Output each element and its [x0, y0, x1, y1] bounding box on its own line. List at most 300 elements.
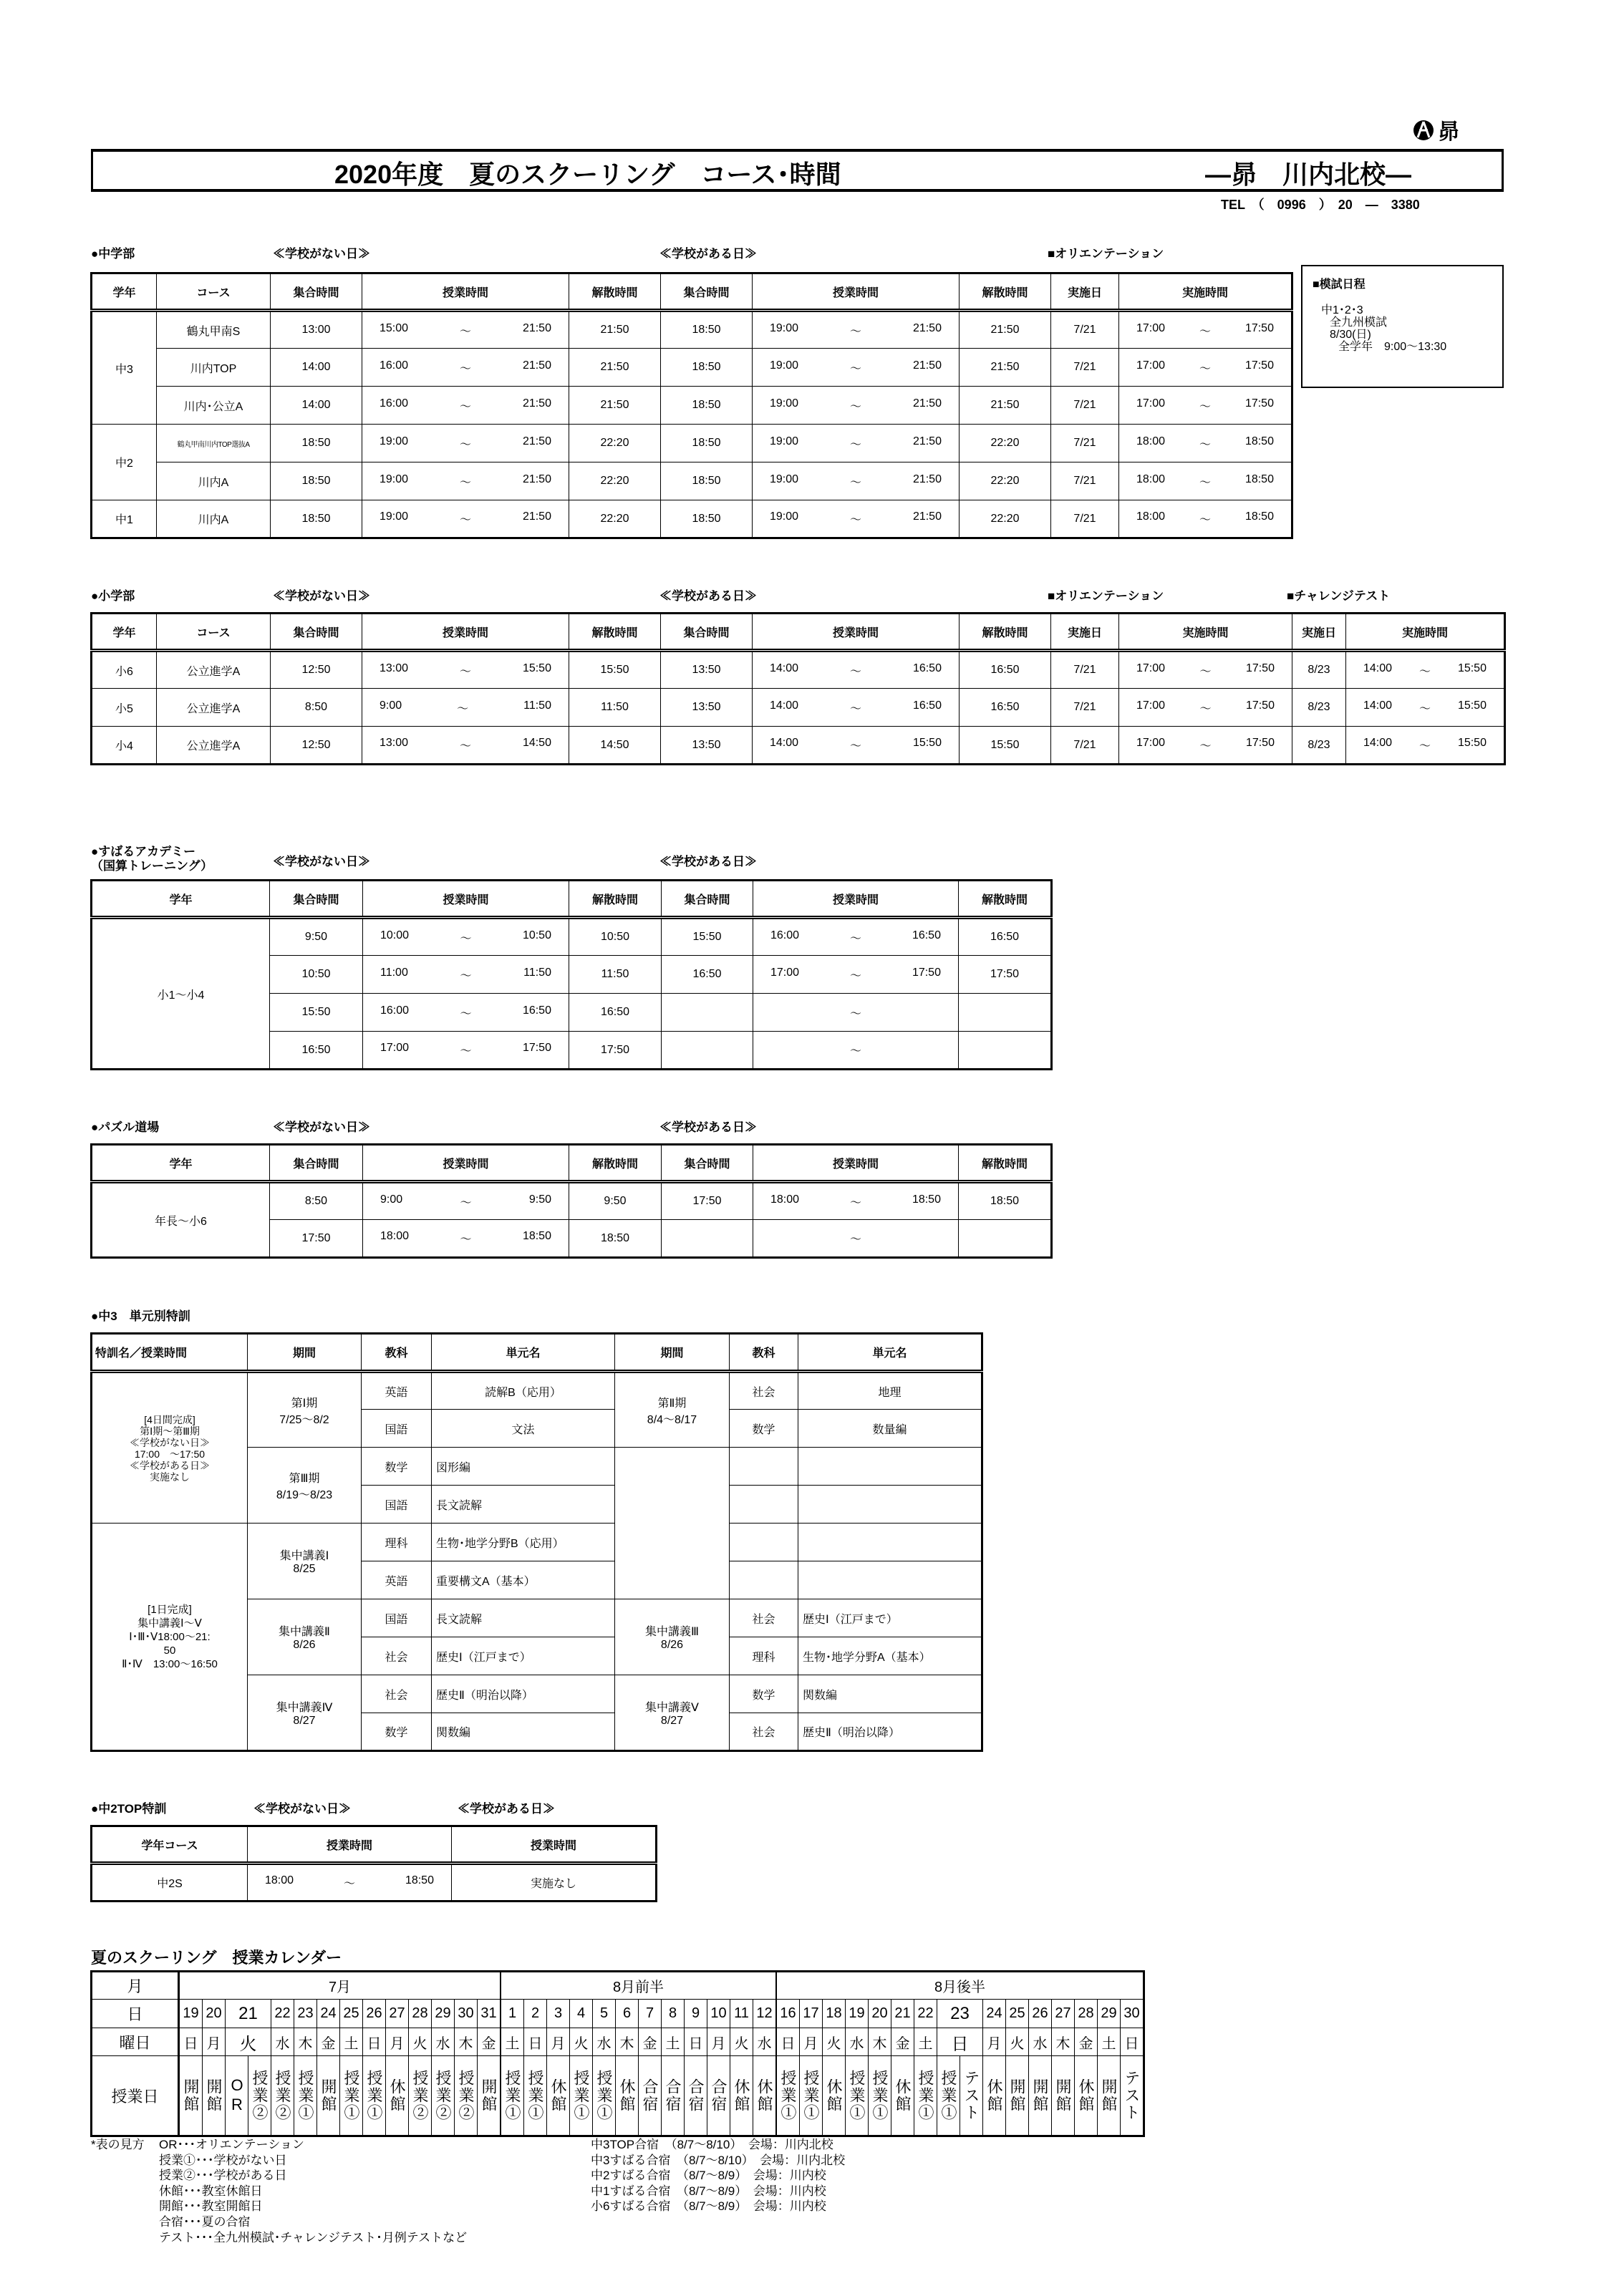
- mock-line: 全学年 9:00～13:30: [1338, 341, 1447, 353]
- class-calendar: [90, 1970, 1145, 2137]
- value-cell: 18:50: [661, 387, 753, 425]
- text: 集中講義Ⅱ: [279, 1626, 330, 1638]
- end-time: 18:50: [405, 1874, 434, 1886]
- weekday-cell: 水: [846, 2028, 869, 2056]
- tilde: ～: [457, 702, 469, 715]
- value-cell: 18:50: [569, 1220, 662, 1258]
- day-cell: 11: [730, 2000, 753, 2028]
- header-cell: 授業時間: [452, 1826, 657, 1864]
- header-cell: 授業時間: [753, 881, 959, 918]
- legend-label: *表の見方: [91, 2138, 145, 2151]
- end-time: 11:50: [523, 699, 551, 712]
- header-cell: 教科: [362, 1334, 432, 1372]
- time-cell: [753, 651, 960, 689]
- start-time: 18:00: [1136, 510, 1166, 523]
- weekday-cell: 月: [386, 2028, 409, 2056]
- end-time: 18:50: [912, 1193, 941, 1206]
- day-cell: 28: [409, 2000, 432, 2028]
- class-day-cell: OR: [226, 2056, 248, 2136]
- day-row: [92, 2000, 1144, 2028]
- puzzle-school-label: ≪学校がある日≫: [659, 1120, 757, 1134]
- period-cell: [615, 1675, 730, 1751]
- tilde: ～: [459, 665, 471, 678]
- end-time: 17:50: [522, 1042, 551, 1054]
- header-cell: 授業時間: [248, 1826, 452, 1864]
- subject-cell: 数学: [362, 1713, 432, 1751]
- elementary-orientation-label: ■オリエンテーション: [1048, 589, 1164, 603]
- period-cell: [248, 1524, 362, 1599]
- class-day-cell: 授業①: [869, 2056, 891, 2136]
- end-time: 21:50: [912, 473, 942, 485]
- start-time: 17:00: [380, 1042, 410, 1054]
- value-cell: 15:50: [569, 651, 661, 689]
- time-cell: [1119, 651, 1292, 689]
- top2-no-school-label: ≪学校がない日≫: [253, 1802, 351, 1816]
- day-cell: 24: [983, 2000, 1006, 2028]
- subject-cell: 国語: [362, 1599, 432, 1637]
- tilde: ～: [460, 1045, 472, 1057]
- start-time: 9:00: [380, 699, 402, 712]
- class-day-cell: 休館: [823, 2056, 846, 2136]
- value-cell: 8:50: [271, 689, 362, 727]
- day-cell: 10: [707, 2000, 730, 2028]
- day-cell: 24: [317, 2000, 340, 2028]
- time-cell: [1119, 311, 1292, 349]
- start-time: 19:00: [770, 321, 799, 334]
- elementary-school-label: ≪学校がある日≫: [659, 589, 757, 603]
- weekday-cell: 金: [317, 2028, 340, 2056]
- junior-label: ●中学部: [91, 247, 135, 261]
- value-cell: 8/23: [1292, 689, 1346, 727]
- course-cell: 公立進学A: [157, 689, 271, 727]
- time-cell: [1346, 689, 1505, 727]
- end-time: 21:50: [522, 473, 551, 485]
- start-time: 9:00: [380, 1193, 403, 1206]
- group-1day: [92, 1524, 248, 1751]
- text: 実施なし: [150, 1471, 190, 1483]
- text: 集中講義Ⅰ: [279, 1550, 329, 1562]
- start-time: 19:00: [380, 473, 409, 485]
- day-cell: 5: [593, 2000, 616, 2028]
- tilde: ～: [849, 438, 861, 451]
- time-cell: [753, 956, 959, 994]
- mock-line: 全九州模試: [1330, 316, 1388, 329]
- text: ≪学校がない日≫: [130, 1436, 210, 1448]
- class-day-cell: 授業①: [363, 2056, 386, 2136]
- unit-cell: 生物･地学分野B（応用）: [432, 1524, 615, 1561]
- weekday-cell: 月: [983, 2028, 1006, 2056]
- value-cell: 7/21: [1051, 387, 1119, 425]
- day-cell: 25: [1006, 2000, 1029, 2028]
- header-cell: 実施時間: [1119, 273, 1292, 311]
- end-time: 21:50: [912, 397, 942, 410]
- header-row: [92, 614, 1505, 651]
- weekday-cell: 日: [524, 2028, 547, 2056]
- weekday-cell: 火: [730, 2028, 753, 2056]
- weekday-cell: 金: [1075, 2028, 1098, 2056]
- time-cell: [1119, 425, 1292, 462]
- legend-item: OR･･･オリエンテーション: [159, 2138, 304, 2151]
- tilde: ～: [460, 1234, 472, 1246]
- weekday-cell: 日: [937, 2028, 983, 2056]
- time-cell: [1119, 387, 1292, 425]
- unit-cell: 読解B（応用）: [432, 1372, 615, 1410]
- time-cell: [753, 425, 960, 462]
- weekday-cell: 日: [179, 2028, 203, 2056]
- value-cell: [959, 1032, 1052, 1070]
- legend-item: 休館･･･教室休館日: [159, 2184, 263, 2198]
- time-cell: [1119, 727, 1292, 765]
- value-cell: 17:50: [569, 1032, 662, 1070]
- end-time: 17:50: [1244, 321, 1274, 334]
- top2-school-label: ≪学校がある日≫: [458, 1802, 555, 1816]
- value-cell: [662, 1032, 753, 1070]
- time-cell: [753, 387, 960, 425]
- day-cell: 25: [340, 2000, 363, 2028]
- header-cell: 期間: [615, 1334, 730, 1372]
- value-cell: 22:20: [960, 425, 1051, 462]
- tilde: ～: [849, 702, 861, 715]
- start-time: 19:00: [380, 510, 409, 523]
- tilde: ～: [849, 362, 861, 375]
- header-cell: 実施日: [1292, 614, 1346, 651]
- day-cell: 22: [914, 2000, 937, 2028]
- value-cell: 12:50: [271, 727, 362, 765]
- start-time: 18:00: [1136, 473, 1166, 485]
- tilde: ～: [849, 740, 861, 752]
- class-day-cell: 授業②: [409, 2056, 432, 2136]
- empty-cell: [730, 1524, 798, 1561]
- value-cell: 18:50: [661, 425, 753, 462]
- text: [4日間完成]: [144, 1413, 195, 1425]
- group-4day: [92, 1372, 248, 1524]
- weekday-cell: 日: [363, 2028, 386, 2056]
- legend-item: 中3TOP合宿 （8/7～8/10） 会場：川内北校: [591, 2138, 833, 2151]
- end-time: 21:50: [912, 510, 942, 523]
- day-cell: 8: [662, 2000, 685, 2028]
- table-row: [92, 651, 1505, 689]
- empty-cell: [798, 1561, 982, 1599]
- weekday-cell: 火: [823, 2028, 846, 2056]
- header-cell: 単元名: [432, 1334, 615, 1372]
- time-cell: [362, 425, 569, 462]
- subject-cell: 理科: [730, 1637, 798, 1675]
- class-day-cell: 授業①: [501, 2056, 524, 2136]
- end-time: 16:50: [522, 1004, 551, 1017]
- class-day-cell: 開館: [1098, 2056, 1121, 2136]
- tilde: ～: [459, 514, 471, 526]
- header-cell: 学年: [92, 881, 270, 918]
- tilde: ～: [459, 362, 471, 375]
- tilde: ～: [460, 932, 472, 945]
- subject-cell: 英語: [362, 1561, 432, 1599]
- value-cell: 16:50: [960, 651, 1051, 689]
- time-cell: [753, 1182, 959, 1220]
- day-cell: 1: [501, 2000, 524, 2028]
- tilde: ～: [849, 1234, 861, 1246]
- text: 第Ⅰ期～第Ⅲ期: [140, 1425, 200, 1437]
- day-cell: 27: [386, 2000, 409, 2028]
- unit-cell: 数量編: [798, 1410, 982, 1448]
- text: 第Ⅰ期: [291, 1397, 318, 1410]
- puzzle-label: ●パズル道場: [91, 1120, 160, 1134]
- value-cell: 11:50: [569, 956, 662, 994]
- end-time: 11:50: [523, 966, 551, 979]
- start-time: 19:00: [380, 435, 409, 447]
- value-cell: [662, 994, 753, 1032]
- legend-item: 開館･･･教室開館日: [159, 2199, 263, 2214]
- start-time: 15:00: [380, 321, 409, 334]
- weekday-cell: 日: [685, 2028, 707, 2056]
- value-cell: 22:20: [569, 462, 661, 500]
- class-day-cell: 休館: [753, 2056, 777, 2136]
- subject-cell: 数学: [362, 1448, 432, 1486]
- subject-cell: 数学: [730, 1410, 798, 1448]
- day-cell: 28: [1075, 2000, 1098, 2028]
- time-cell: [753, 500, 960, 538]
- header-cell: 実施日: [1051, 614, 1119, 651]
- text: 8/4～8/17: [647, 1413, 697, 1426]
- row-label: 月: [92, 1972, 179, 2000]
- header-cell: 集合時間: [270, 1145, 363, 1182]
- tilde: ～: [1199, 438, 1211, 451]
- day-cell: 30: [1121, 2000, 1144, 2028]
- start-time: 18:00: [770, 1193, 800, 1206]
- text: 7/25～8/2: [279, 1413, 329, 1426]
- value-cell: 21:50: [569, 349, 661, 387]
- day-cell: 12: [753, 2000, 777, 2028]
- subject-cell: 社会: [730, 1713, 798, 1751]
- tilde: ～: [849, 514, 861, 526]
- start-time: 19:00: [770, 359, 799, 372]
- grade-cell: 中3: [92, 311, 157, 425]
- text: 8/26: [293, 1639, 316, 1651]
- value-cell: 14:00: [271, 387, 362, 425]
- weekday-cell: 土: [340, 2028, 363, 2056]
- value-cell: 7/21: [1051, 462, 1119, 500]
- elementary-challenge-label: ■チャレンジテスト: [1287, 589, 1391, 603]
- day-cell: 26: [363, 2000, 386, 2028]
- weekday-cell: 木: [616, 2028, 639, 2056]
- end-time: 15:50: [1457, 737, 1487, 749]
- time-cell: [363, 1032, 569, 1070]
- day-cell: 29: [1098, 2000, 1121, 2028]
- weekday-cell: 日: [776, 2028, 800, 2056]
- weekday-cell: 木: [455, 2028, 478, 2056]
- header-cell: 解散時間: [960, 614, 1051, 651]
- time-cell: [753, 1032, 959, 1070]
- class-day-cell: 休館: [616, 2056, 639, 2136]
- table-row: [92, 918, 1052, 956]
- end-time: 15:50: [1457, 662, 1487, 674]
- text: [1日完成]: [148, 1603, 192, 1616]
- day-cell: 4: [570, 2000, 593, 2028]
- end-time: 14:50: [522, 737, 551, 749]
- tilde: ～: [1418, 702, 1431, 715]
- day-cell: 6: [616, 2000, 639, 2028]
- header-cell: 集合時間: [662, 1145, 753, 1182]
- header-cell: 集合時間: [271, 273, 362, 311]
- class-day-cell: 授業①: [593, 2056, 616, 2136]
- weekday-cell: 土: [914, 2028, 937, 2056]
- tilde: ～: [849, 1196, 861, 1209]
- day-cell: 22: [271, 2000, 294, 2028]
- start-time: 18:00: [380, 1230, 410, 1242]
- table-row: [92, 689, 1505, 727]
- junior-schedule-table: [90, 272, 1293, 539]
- start-time: 17:00: [1136, 737, 1166, 749]
- time-cell: [1346, 727, 1505, 765]
- class-day-cell: テスト: [960, 2056, 983, 2136]
- tilde: ～: [460, 1007, 472, 1020]
- day-cell: 31: [478, 2000, 501, 2028]
- start-time: 18:00: [265, 1874, 294, 1886]
- value-cell: 15:50: [270, 994, 363, 1032]
- tilde: ～: [849, 1045, 861, 1057]
- value-cell: 13:50: [661, 689, 753, 727]
- grade-cell: 小5: [92, 689, 157, 727]
- row-label: 授業日: [92, 2056, 179, 2136]
- table-row: [92, 349, 1292, 387]
- text: 集中講義Ⅴ: [645, 1701, 699, 1714]
- value-cell: 10:50: [270, 956, 363, 994]
- time-cell: [248, 1864, 452, 1902]
- text: 集中講義Ⅰ～Ⅴ: [137, 1617, 202, 1629]
- time-cell: [1119, 689, 1292, 727]
- class-day-cell: 休館: [983, 2056, 1006, 2136]
- table-row: [92, 425, 1292, 462]
- subject-cell: 社会: [730, 1372, 798, 1410]
- weekday-cell: 金: [891, 2028, 914, 2056]
- grade-cell: 小1～小4: [92, 918, 270, 1070]
- class-day-cell: 授業②: [248, 2056, 271, 2136]
- class-day-cell: 合宿: [707, 2056, 730, 2136]
- period-cell: [248, 1599, 362, 1675]
- class-day-cell: 合宿: [639, 2056, 662, 2136]
- month-cell: 7月: [179, 1972, 501, 2000]
- time-cell: [362, 500, 569, 538]
- weekday-cell: 木: [294, 2028, 317, 2056]
- class-day-cell: 授業①: [294, 2056, 317, 2136]
- day-cell: 30: [455, 2000, 478, 2028]
- weekday-cell: 木: [869, 2028, 891, 2056]
- unit-cell: 歴史Ⅰ（江戸まで）: [798, 1599, 982, 1637]
- period-cell: [248, 1675, 362, 1751]
- value-cell: 7/21: [1051, 727, 1119, 765]
- text: ≪学校がある日≫: [130, 1459, 210, 1471]
- school-name: ―昴 川内北校―: [1205, 160, 1412, 189]
- header-row: [92, 273, 1292, 311]
- empty-cell: [730, 1561, 798, 1599]
- header-cell: コース: [157, 273, 271, 311]
- day-cell: 7: [639, 2000, 662, 2028]
- value-cell: 14:50: [569, 727, 661, 765]
- empty-cell: [798, 1486, 982, 1524]
- class-day-cell: 休館: [1075, 2056, 1098, 2136]
- period-cell: [248, 1448, 362, 1524]
- value-cell: 7/21: [1051, 689, 1119, 727]
- legend-item: 小6すばる合宿 （8/7～8/9） 会場：川内校: [591, 2199, 826, 2214]
- header-cell: 実施時間: [1346, 614, 1505, 651]
- start-time: 17:00: [1136, 321, 1166, 334]
- tilde: ～: [1199, 665, 1212, 678]
- legend-item: 中3すばる合宿 （8/7～8/10） 会場：川内北校: [591, 2153, 846, 2167]
- tilde: ～: [460, 1196, 472, 1209]
- weekday-cell: 日: [1121, 2028, 1144, 2056]
- puzzle-schedule-table: [90, 1143, 1053, 1259]
- tilde: ～: [849, 476, 861, 489]
- time-cell: [363, 1220, 569, 1258]
- class-day-cell: テスト: [1121, 2056, 1144, 2136]
- elementary-label: ●小学部: [91, 589, 135, 603]
- value-cell: 8/23: [1292, 651, 1346, 689]
- empty-cell: [730, 1486, 798, 1524]
- tilde: ～: [459, 325, 471, 338]
- class-day-cell: 授業①: [776, 2056, 800, 2136]
- day-cell: 23: [937, 2000, 983, 2028]
- time-cell: [362, 311, 569, 349]
- class-day-cell: 授業②: [271, 2056, 294, 2136]
- end-time: 15:50: [912, 737, 942, 749]
- weekday-cell: 水: [593, 2028, 616, 2056]
- value-cell: 9:50: [270, 918, 363, 956]
- empty-cell: [730, 1448, 798, 1486]
- header-cell: 期間: [248, 1334, 362, 1372]
- legend-item: 中1すばる合宿 （8/7～8/9） 会場：川内校: [591, 2184, 826, 2198]
- value-cell: 8/23: [1292, 727, 1346, 765]
- school-day-cell: 実施なし: [452, 1864, 657, 1902]
- header-cell: 授業時間: [362, 614, 569, 651]
- header-cell: 実施時間: [1119, 614, 1292, 651]
- class-day-cell: 開館: [203, 2056, 226, 2136]
- class-day-cell: 授業②: [455, 2056, 478, 2136]
- value-cell: 8:50: [270, 1182, 363, 1220]
- unit-cell: 歴史Ⅱ（明治以降）: [432, 1675, 615, 1713]
- header-cell: コース: [157, 614, 271, 651]
- tilde: ～: [1199, 400, 1211, 413]
- subject-cell: 数学: [730, 1675, 798, 1713]
- class-row: [92, 2056, 1144, 2136]
- course-cell: 川内A: [157, 462, 271, 500]
- end-time: 18:50: [1244, 473, 1274, 485]
- class-day-cell: 開館: [1006, 2056, 1029, 2136]
- value-cell: 7/21: [1051, 425, 1119, 462]
- end-time: 21:50: [522, 510, 551, 523]
- value-cell: 22:20: [960, 500, 1051, 538]
- tilde: ～: [849, 969, 861, 982]
- tilde: ～: [1199, 325, 1211, 338]
- class-day-cell: 授業①: [846, 2056, 869, 2136]
- header-cell: 解散時間: [569, 1145, 662, 1182]
- legend-item: テスト･･･全九州模試･チャレンジテスト･月例テストなど: [159, 2230, 468, 2244]
- value-cell: 7/21: [1051, 311, 1119, 349]
- time-cell: [1119, 462, 1292, 500]
- day-cell: 20: [869, 2000, 891, 2028]
- time-cell: [753, 689, 960, 727]
- unit-cell: 長文読解: [432, 1486, 615, 1524]
- value-cell: 18:50: [661, 349, 753, 387]
- start-time: 14:00: [1363, 737, 1393, 749]
- row-label: 日: [92, 2000, 179, 2028]
- header-cell: 授業時間: [753, 273, 960, 311]
- header-cell: 特訓名／授業時間: [92, 1334, 248, 1372]
- time-cell: [753, 994, 959, 1032]
- day-cell: 21: [891, 2000, 914, 2028]
- value-cell: 12:50: [271, 651, 362, 689]
- day-cell: 19: [179, 2000, 203, 2028]
- subject-cell: 社会: [362, 1637, 432, 1675]
- text: 第Ⅲ期: [289, 1472, 320, 1485]
